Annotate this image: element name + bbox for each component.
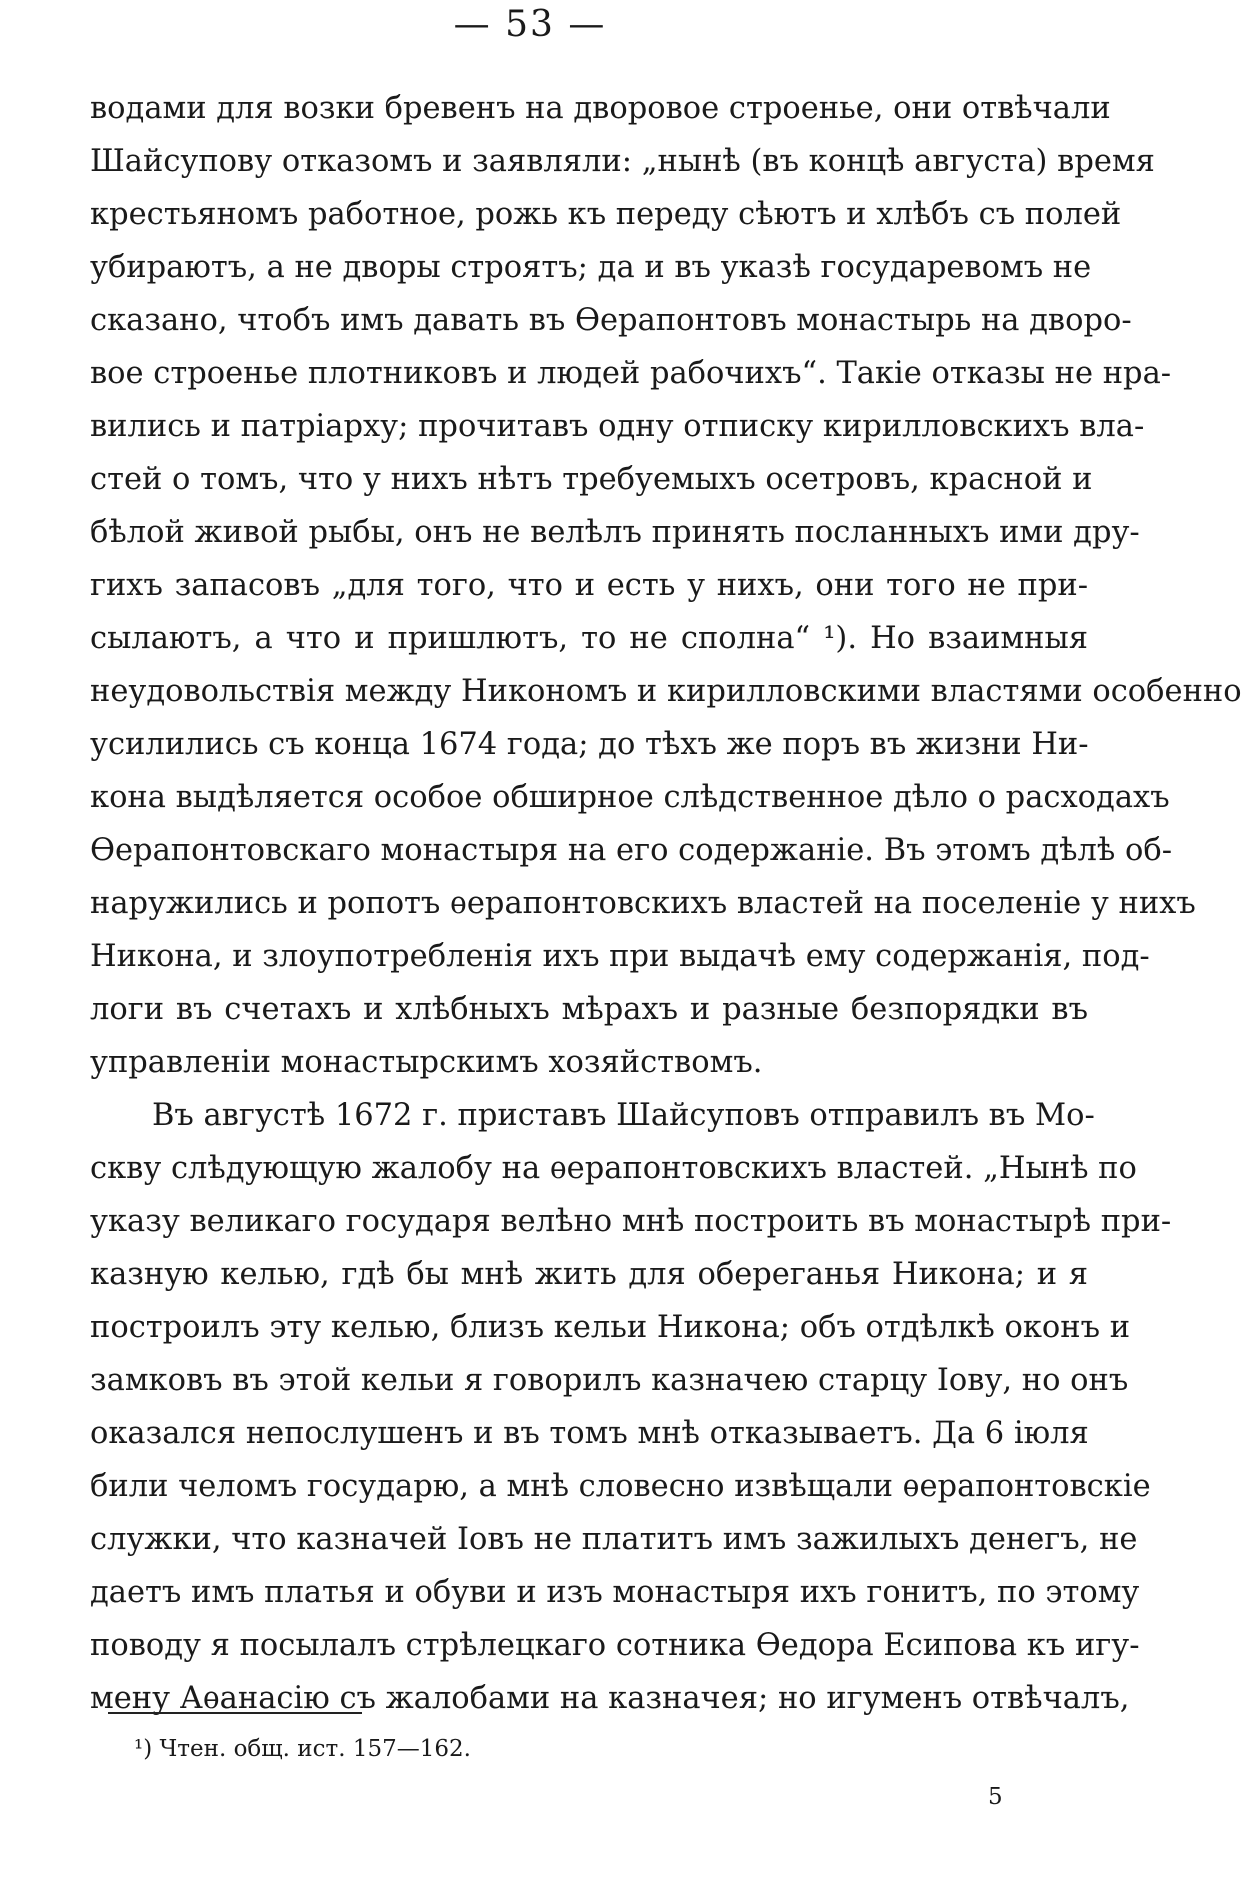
text-line: усилились съ конца 1674 года; до тѣхъ же поръ въ жизни Ни- xyxy=(90,727,1089,762)
paragraph-1 xyxy=(90,82,1242,1089)
text-line: даетъ имъ платья и обуви и изъ монастыря ихъ гонитъ, по этому xyxy=(90,1575,1140,1610)
text-line: логи въ счетахъ и хлѣбныхъ мѣрахъ и разные безпорядки въ xyxy=(90,992,1088,1027)
text-line: скву слѣдующую жалобу на ѳерапонтовскихъ властей. „Нынѣ по xyxy=(90,1151,1137,1186)
text-line: построилъ эту келью, близъ кельи Никона; объ отдѣлкѣ оконъ и xyxy=(90,1310,1131,1345)
signature-mark: 5 xyxy=(988,1784,1003,1810)
footnote: ¹) Чтен. общ. ист. 157—162. xyxy=(134,1736,471,1762)
text-line: Ѳерапонтовскаго монастыря на его содержаніе. Въ этомъ дѣлѣ об- xyxy=(90,833,1173,868)
text-line: крестьяномъ работное, рожь къ переду сѣютъ и хлѣбъ съ полей xyxy=(90,197,1122,232)
text-line: кона выдѣляется особое обширное слѣдственное дѣло о расходахъ xyxy=(90,780,1170,815)
text-line: оказался непослушенъ и въ томъ мнѣ отказываетъ. Да 6 іюля xyxy=(90,1416,1089,1451)
text-line: управленіи монастырскимъ хозяйствомъ. xyxy=(90,1045,763,1080)
text-line: гихъ запасовъ „для того, что и есть у нихъ, они того не при- xyxy=(90,568,1088,603)
text-line: вое строенье плотниковъ и людей рабочихъ“. Такіе отказы не нра- xyxy=(90,356,1172,391)
text-line: замковъ въ этой кельи я говорилъ казначею старцу Іову, но онъ xyxy=(90,1363,1129,1398)
text-line: убираютъ, а не дворы строятъ; да и въ указѣ государевомъ не xyxy=(90,250,1092,285)
text-line: Въ августѣ 1672 г. приставъ Шайсуповъ отправилъ въ Мо- xyxy=(152,1098,1095,1133)
page-number: — 53 — xyxy=(453,4,607,45)
text-line: поводу я посылалъ стрѣлецкаго сотника Ѳедора Есипова къ игу- xyxy=(90,1628,1140,1663)
text-line: бѣлой живой рыбы, онъ не велѣлъ принять посланныхъ ими дру- xyxy=(90,515,1140,550)
text-line: сказано, чтобъ имъ давать въ Ѳерапонтовъ монастырь на дворо- xyxy=(90,303,1132,338)
text-line: Никона, и злоупотребленія ихъ при выдачѣ ему содержанія, под- xyxy=(90,939,1150,974)
body-text xyxy=(90,82,1242,1725)
text-line: били челомъ государю, а мнѣ словесно извѣщали ѳерапонтовскіе xyxy=(90,1469,1151,1504)
paragraph-2 xyxy=(90,1089,1172,1725)
text-line: служки, что казначей Іовъ не платитъ имъ зажилыхъ денегъ, не xyxy=(90,1522,1138,1557)
text-line: мену Аѳанасію съ жалобами на казначея; но игуменъ отвѣчалъ, xyxy=(90,1681,1130,1716)
text-line: вились и патріарху; прочитавъ одну отписку кирилловскихъ вла- xyxy=(90,409,1145,444)
text-line: наружились и ропотъ ѳерапонтовскихъ властей на поселеніе у нихъ xyxy=(90,886,1196,921)
footnote-divider xyxy=(108,1712,362,1714)
text-line: Шайсупову отказомъ и заявляли: „нынѣ (въ концѣ августа) время xyxy=(90,144,1155,179)
text-line: указу великаго государя велѣно мнѣ построить въ монастырѣ при- xyxy=(90,1204,1172,1239)
text-line: водами для возки бревенъ на дворовое строенье, они отвѣчали xyxy=(90,91,1111,126)
text-line: сылаютъ, а что и пришлютъ, то не сполна“ ¹). Но взаимныя xyxy=(90,621,1088,656)
text-line: неудовольствія между Никономъ и кирилловскими властями особенно xyxy=(90,674,1242,709)
text-line: стей о томъ, что у нихъ нѣтъ требуемыхъ осетровъ, красной и xyxy=(90,462,1093,497)
text-line: казную келью, гдѣ бы мнѣ жить для обереганья Никона; и я xyxy=(90,1257,1088,1292)
